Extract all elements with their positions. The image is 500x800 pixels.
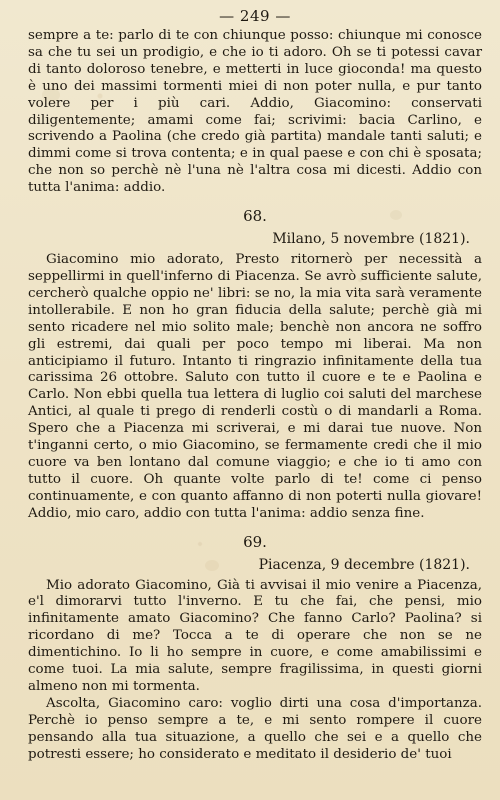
letter-68-number: 68. [243, 207, 267, 226]
continued-letter-text: sempre a te: parlo di te con chiunque posso: chiunque mi conosce sa che tu sei un prodigio, e che io ti adoro. Oh se ti potessi cavar di tanto doloroso tenebre, e metterti in luce gioconda! ma questo è uno dei massimi tormenti miei di non poter nulla, e pur tanto volere per i più cari. Addio, Giacomino: conservati diligentemente; amami come fai; scrivimi: bacia Carlino, e scrivendo a Paolina (che credo già partita) mandale tanti saluti; e dimmi come si trova contenta; e in qual paese e con chi è sposata; che non so perchè nè l'una nè l'altra cosa mi dicesti. Addio con tutta l'anima: addio. [28, 28, 482, 196]
letter-68-paragraph: Giacomino mio adorato, Presto ritornerò per necessità a seppellirmi in quell'inferno di Piacenza. Se avrò sufficiente salute, cercherò qualche oppio ne' libri: se no, la mia vita sarà veramente intollerabile. E non ho gran fiducia della salute; perchè già mi sento ricadere nel mio solito male; benchè non ancora ne soffro gli estremi, dai quali per poco tempo mi liberai. Ma non anticipiamo il futuro. Intanto ti ringrazio infinitamente della tua carissima 26 ottobre. Saluto con tutto il cuore e te e Paolina e Carlo. Non ebbi quella tua lettera di luglio coi saluti del marchese Antici, al quale ti prego di renderli costù o di mandarli a Roma. Spero che a Piacenza mi scriverai, e mi darai tue nuove. Non t'inganni certo, o mio Giacomino, se fermamente credi che il mio cuore va ben lontano dal comune viaggio; e che io ti amo con tutto il cuore. Oh quante volte parlo di te! come ci penso continuamente, e con quanto affanno di non poterti nulla giovare! Addio, mio caro, addio con tutta l'anima: addio senza fine. [28, 252, 482, 521]
letter-69-paragraph: Mio adorato Giacomino, Già ti avvisai il mio venire a Piacenza, e'l dimorarvi tutto l'inverno. E tu che fai, che pensi, mio infinitamente amato Giacomino? Che fanno Carlo? Paolina? si ricordano di me? Tocca a te di operare che non se ne dimentichino. Io li ho sempre in cuore, e come amabilissimi e come tuoi. La mia salute, sempre fragilissima, in questi giorni almeno non mi tormenta. [28, 577, 482, 694]
letter-69-paragraph: Ascolta, Giacomino caro: voglio dirti una cosa d'importanza. Perchè io penso sempre a te, e mi sento rompere il cuore pensando alla tua situazione, a quello che sei e a quello che potresti essere; ho considerato e meditato il desiderio de' tuoi [28, 695, 482, 762]
letter-69-date: Piacenza, 9 decembre (1821). [258, 556, 470, 573]
letter-69-number: 69. [243, 532, 267, 551]
letter-68-date: Milano, 5 novembre (1821). [272, 231, 470, 248]
page-number: — 249 — [219, 7, 291, 25]
